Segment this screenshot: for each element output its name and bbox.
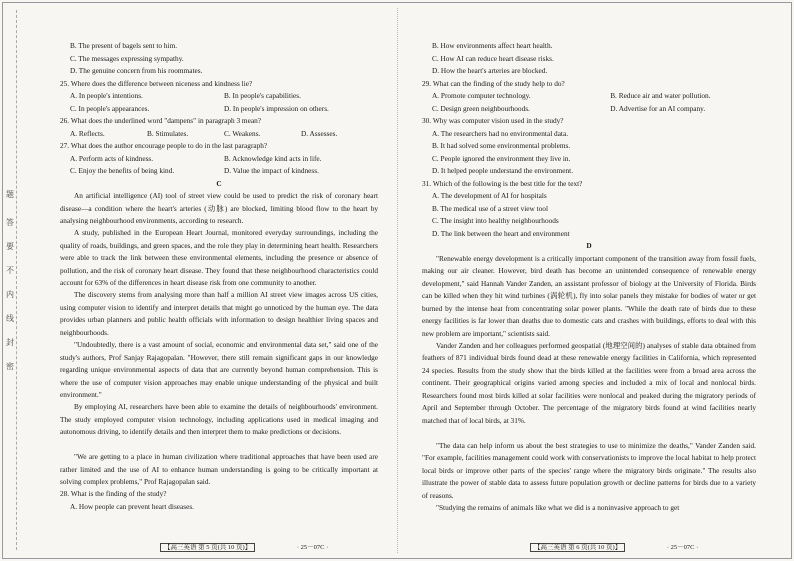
binding-char: 内 <box>6 290 14 299</box>
footer-code: · 25－07C · <box>296 544 329 551</box>
passage-c-paragraph-6: "We are getting to a place in human civilization where traditional approaches that have been used are rather limited and the use of AI to enhance human understanding is going to be critically important at solving complex problems," Prof Rajagopalan said. <box>60 452 378 486</box>
section-d-heading: D <box>586 241 592 250</box>
passage-c-paragraph-5: By employing AI, researchers have been able to examine the details of neighbourhoods' environment. The study employed computer vision technology, including applications used in medical imaging and autonomous driving, to identify details and then interpret them to make predictions or decisions. <box>60 402 378 436</box>
option-line: B. The present of bagels sent to him. <box>70 41 178 50</box>
binding-char: 答 <box>6 218 14 227</box>
option-line: C. The messages expressing sympathy. <box>70 53 184 63</box>
question-31-stem: 31. Which of the following is the best title for the text? <box>422 178 583 188</box>
passage-c-paragraph-2: A study, published in the European Heart Journal, monitored everyday surroundings, including the quality of roads, buildings, and green spaces, and the role they play in determining heart health. Researchers were able to track the link between these environmental elements, including the presence or absence of pollution, and the risk of coronary heart disease. They found that these neighbourhood characteristics could account for 63% of the differences in heart disease risk from one community to another. <box>60 228 378 287</box>
footer-page: 第 5 页(共 10 页)】 <box>198 544 252 551</box>
passage-d-paragraph-4: "Studying the remains of animals like what we did is a noninvasive approach to get <box>436 502 680 512</box>
left-footer <box>160 542 328 551</box>
binding-dashed-line <box>16 10 17 550</box>
option-line: D. The genuine concern from his roommates. <box>70 66 203 75</box>
question-26-stem: 26. What does the underlined word "dampens" in paragraph 3 mean? <box>60 116 261 125</box>
binding-char: 密 <box>6 362 14 371</box>
binding-char: 要 <box>6 242 14 251</box>
question-27-options-ab: A. Perform acts of kindness. B. Acknowledge kind acts in life. <box>70 153 322 163</box>
option-line: C. How AI can reduce heart disease risks. <box>432 53 554 63</box>
binding-char: 线 <box>6 314 14 323</box>
option-line: B. It had solved some environmental problems. <box>432 141 571 150</box>
footer-label: 【高三英语 <box>534 544 567 551</box>
passage-c-paragraph-1: An artificial intelligence (AI) tool of street view could be used to predict the risk of coronary heart disease—a condition where the heart's arteries (动脉) are blocked, limiting blood flow to the heart by analysing neighbourhood environments, according to research. <box>60 191 378 225</box>
option-line: D. It helped people understand the environment. <box>432 166 574 175</box>
footer-page: 第 6 页(共 10 页)】 <box>568 544 622 551</box>
question-25-options-ab: A. In people's intentions. B. In people's capabilities. <box>70 91 301 100</box>
option-line: B. How environments affect heart health. <box>432 41 553 50</box>
binding-char: 题 <box>6 190 14 199</box>
section-c-heading: C <box>216 178 222 188</box>
right-column <box>422 40 756 515</box>
binding-margin <box>0 0 22 561</box>
question-29-options-cd: C. Design green neighbourhoods. D. Advertise for an AI company. <box>432 103 706 113</box>
option-line: C. The insight into healthy neighbourhoods <box>432 216 559 225</box>
left-column <box>60 40 378 513</box>
option-line: B. The medical use of a street view tool <box>432 203 548 213</box>
question-30-stem: 30. Why was computer vision used in the study? <box>422 116 564 125</box>
option-line: A. The researchers had no environmental data. <box>432 128 569 138</box>
option-line: D. The link between the heart and environment <box>432 228 570 238</box>
column-divider <box>397 8 398 553</box>
passage-d-paragraph-2: Vander Zanden and her colleagues performed geospatial (地理空间的) analyses of stable data obtained from feathers of 871 individual birds found dead at these renewable energy facilities in California, which represented 24 species. Results from the study show that the birds killed at the facilities were from a broad area across the continent. Their geographical origins varied among species and included a mix of local and nonlocal birds. Researchers found most birds killed at solar facilities were nonlocal and peaked during the migratory periods of April and September through October. The percentage of the migratory birds found at wind facilities nearly matched that of local birds, at 31%. <box>422 340 756 425</box>
question-26-options: A. Reflects. B. Stimulates. C. Weakens. D. Assesses. <box>70 128 338 138</box>
question-27-stem: 27. What does the author encourage people to do in the last paragraph? <box>60 141 268 150</box>
passage-d-paragraph-1: "Renewable energy development is a critically important component of the transition away from fossil fuels, making our air cleaner. However, bird death has become an unintended consequence of renewable energy development," said Hannah Vander Zanden, an assistant professor of biology at the University of Florida. Birds can be killed when they hit wind turbines (涡轮机), fly into solar panels they mistake for bodies of water or get burned by the intense heat from concentrating solar power plants. "While the death rate of birds due to these energy facilities is far lower than deaths due to domestic cats and crashes with buildings, efforts to deal with this new problem are important," scientists said. <box>422 253 756 338</box>
binding-char: 不 <box>6 266 14 275</box>
right-footer <box>530 542 698 551</box>
passage-d-paragraph-3: "The data can help inform us about the best strategies to use to minimize the deaths," Vander Zanden said. "For example, facilities management could work with conservationists to improve the local habitat to help protect local birds or improve other parts of the species' range where the migratory birds originate." The results also illustrate the power of stable data to assess future population growth or decline patterns for birds due to a variety of reasons. <box>422 440 756 500</box>
passage-c-paragraph-3: The discovery stems from analysing more than half a million AI street view images across US cities, using computer vision to identify and interpret details that might go unnoticed by the human eye. The data provides urban planners and public health officials with information to design healthier living spaces and neighbourhoods. <box>60 290 378 337</box>
question-25-stem: 25. Where does the difference between niceness and kindness lie? <box>60 78 253 88</box>
question-28-stem: 28. What is the finding of the study? <box>60 489 167 498</box>
footer-code: · 25－07C · <box>666 544 699 551</box>
passage-c-paragraph-4: "Undoubtedly, there is a vast amount of social, economic and environmental data set," said one of the study's authors, Prof Sanjay Rajagopalan. "However, there still remain significant gaps in our knowledge regarding unique environmental aspects of data that are currently beyond human comprehension. This is where the use of computer vision approaches may enable unique understanding of the physical and built environment." <box>60 340 378 399</box>
option-line: C. People ignored the environment they live in. <box>432 153 571 163</box>
binding-char: 封 <box>6 338 14 347</box>
footer-label: 【高三英语 <box>164 544 197 551</box>
question-27-options-cd: C. Enjoy the benefits of being kind. D. Value the impact of kindness. <box>70 166 319 175</box>
question-28-option-a: A. How people can prevent heart diseases. <box>70 501 195 511</box>
question-29-stem: 29. What can the finding of the study help to do? <box>422 78 565 88</box>
question-25-options-cd: C. In people's appearances. D. In people's impression on others. <box>70 103 329 113</box>
option-line: A. The development of AI for hospitals <box>432 191 547 200</box>
option-line: D. How the heart's arteries are blocked. <box>432 66 548 75</box>
question-29-options-ab: A. Promote computer technology. B. Reduce air and water pollution. <box>432 91 711 100</box>
